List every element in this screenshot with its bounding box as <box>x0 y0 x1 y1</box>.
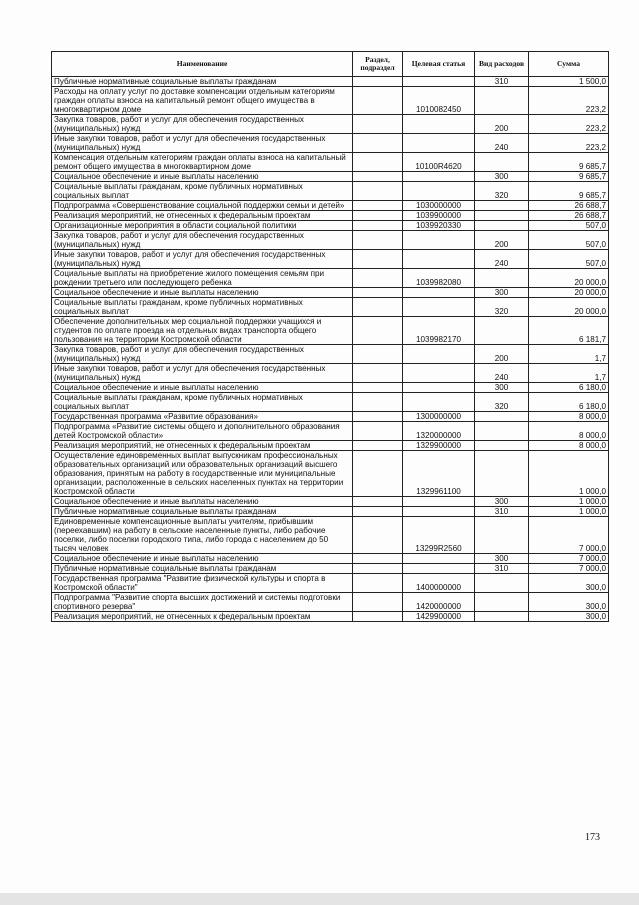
row-section-cell <box>353 451 403 497</box>
row-sum-cell: 300,0 <box>529 612 609 622</box>
table-row <box>52 383 609 393</box>
row-sum-cell: 223,2 <box>529 115 609 134</box>
row-kind-cell <box>475 451 529 497</box>
row-target-cell <box>403 564 475 574</box>
row-kind-cell: 300 <box>475 288 529 298</box>
table-row <box>52 554 609 564</box>
header-section: Раздел, подраздел <box>353 52 403 77</box>
row-target-cell: 13299R2560 <box>403 517 475 554</box>
row-name-cell: Подпрограмма «Развитие системы общего и дополнительного образования детей Костромской области» <box>52 422 353 441</box>
row-target-cell: 1400000000 <box>403 574 475 593</box>
row-section-cell <box>353 182 403 201</box>
row-sum-cell: 223,2 <box>529 134 609 153</box>
row-section-cell <box>353 211 403 221</box>
row-name-cell: Социальное обеспечение и иные выплаты населению <box>52 497 353 507</box>
row-sum-cell: 6 180,0 <box>529 383 609 393</box>
row-section-cell <box>353 393 403 412</box>
table-row <box>52 172 609 182</box>
table-row <box>52 298 609 317</box>
row-sum-cell: 1,7 <box>529 345 609 364</box>
row-section-cell <box>353 517 403 554</box>
table-row <box>52 153 609 172</box>
row-name-cell: Реализация мероприятий, не отнесенных к федеральным проектам <box>52 211 353 221</box>
row-target-cell <box>403 345 475 364</box>
row-target-cell: 1039982170 <box>403 317 475 345</box>
row-sum-cell: 507,0 <box>529 250 609 269</box>
row-section-cell <box>353 250 403 269</box>
row-target-cell: 1039982080 <box>403 269 475 288</box>
row-name-cell: Социальные выплаты на приобретение жилого помещения семьям при рождении третьего или последующего ребенка <box>52 269 353 288</box>
row-section-cell <box>353 77 403 87</box>
table-row <box>52 451 609 497</box>
row-sum-cell: 20 000,0 <box>529 288 609 298</box>
row-name-cell: Компенсация отдельным категориям граждан оплаты взноса на капитальный ремонт общего имущества в многоквартирном доме <box>52 153 353 172</box>
row-sum-cell: 9 685,7 <box>529 153 609 172</box>
scan-edge <box>0 893 639 905</box>
table-row <box>52 211 609 221</box>
row-sum-cell: 1 500,0 <box>529 77 609 87</box>
row-kind-cell <box>475 317 529 345</box>
row-sum-cell: 1,7 <box>529 364 609 383</box>
row-kind-cell <box>475 574 529 593</box>
row-sum-cell: 20 000,0 <box>529 269 609 288</box>
row-sum-cell: 1 000,0 <box>529 451 609 497</box>
row-section-cell <box>353 221 403 231</box>
row-section-cell <box>353 345 403 364</box>
row-section-cell <box>353 612 403 622</box>
row-kind-cell: 310 <box>475 507 529 517</box>
row-name-cell: Закупка товаров, работ и услуг для обеспечения государственных (муниципальных) нужд <box>52 115 353 134</box>
row-name-cell: Государственная программа «Развитие образования» <box>52 412 353 422</box>
row-name-cell: Социальное обеспечение и иные выплаты населению <box>52 288 353 298</box>
row-kind-cell <box>475 153 529 172</box>
row-sum-cell: 26 688,7 <box>529 211 609 221</box>
table-row <box>52 422 609 441</box>
row-sum-cell: 9 685,7 <box>529 172 609 182</box>
row-kind-cell: 200 <box>475 231 529 250</box>
row-section-cell <box>353 554 403 564</box>
row-kind-cell <box>475 422 529 441</box>
row-section-cell <box>353 153 403 172</box>
row-section-cell <box>353 507 403 517</box>
row-section-cell <box>353 422 403 441</box>
table-row <box>52 317 609 345</box>
row-target-cell: 1329961100 <box>403 451 475 497</box>
row-section-cell <box>353 383 403 393</box>
row-kind-cell <box>475 517 529 554</box>
row-name-cell: Публичные нормативные социальные выплаты гражданам <box>52 564 353 574</box>
table-row <box>52 77 609 87</box>
table-row <box>52 288 609 298</box>
row-section-cell <box>353 87 403 115</box>
row-target-cell: 1429900000 <box>403 612 475 622</box>
row-kind-cell <box>475 412 529 422</box>
row-kind-cell <box>475 593 529 612</box>
table-row <box>52 231 609 250</box>
row-target-cell <box>403 364 475 383</box>
row-name-cell: Организационные мероприятия в области социальной политики <box>52 221 353 231</box>
row-target-cell <box>403 383 475 393</box>
row-section-cell <box>353 115 403 134</box>
row-target-cell: 1300000000 <box>403 412 475 422</box>
table-row <box>52 87 609 115</box>
row-section-cell <box>353 201 403 211</box>
row-section-cell <box>353 574 403 593</box>
row-kind-cell <box>475 201 529 211</box>
row-section-cell <box>353 231 403 250</box>
row-target-cell <box>403 554 475 564</box>
row-target-cell <box>403 172 475 182</box>
row-target-cell <box>403 507 475 517</box>
row-target-cell <box>403 298 475 317</box>
row-kind-cell: 300 <box>475 497 529 507</box>
row-kind-cell <box>475 211 529 221</box>
budget-table <box>51 51 609 622</box>
table-row <box>52 441 609 451</box>
table-row <box>52 612 609 622</box>
row-sum-cell: 507,0 <box>529 231 609 250</box>
row-kind-cell <box>475 269 529 288</box>
row-kind-cell: 320 <box>475 298 529 317</box>
row-name-cell: Государственная программа "Развитие физической культуры и спорта в Костромской области" <box>52 574 353 593</box>
row-sum-cell: 20 000,0 <box>529 298 609 317</box>
row-name-cell: Единовременные компенсационные выплаты учителям, прибывшим (переехавшим) на работу в сельские населенные пункты, либо рабочие поселки, либо поселки городского типа, либо города с населением до 50 тысяч человек <box>52 517 353 554</box>
row-sum-cell: 1 000,0 <box>529 507 609 517</box>
row-section-cell <box>353 564 403 574</box>
row-target-cell <box>403 115 475 134</box>
row-name-cell: Социальные выплаты гражданам, кроме публичных нормативных социальных выплат <box>52 182 353 201</box>
row-sum-cell: 223,2 <box>529 87 609 115</box>
row-section-cell <box>353 412 403 422</box>
row-sum-cell: 7 000,0 <box>529 517 609 554</box>
table-row <box>52 182 609 201</box>
row-section-cell <box>353 317 403 345</box>
row-sum-cell: 7 000,0 <box>529 564 609 574</box>
row-sum-cell: 300,0 <box>529 574 609 593</box>
table-body <box>52 77 609 622</box>
row-kind-cell <box>475 441 529 451</box>
row-name-cell: Публичные нормативные социальные выплаты гражданам <box>52 507 353 517</box>
row-sum-cell: 8 000,0 <box>529 412 609 422</box>
row-sum-cell: 6 180,0 <box>529 393 609 412</box>
row-name-cell: Социальное обеспечение и иные выплаты населению <box>52 554 353 564</box>
row-target-cell <box>403 182 475 201</box>
row-name-cell: Закупка товаров, работ и услуг для обеспечения государственных (муниципальных) нужд <box>52 231 353 250</box>
table-row <box>52 201 609 211</box>
table-row <box>52 507 609 517</box>
row-sum-cell: 8 000,0 <box>529 441 609 451</box>
row-sum-cell: 26 688,7 <box>529 201 609 211</box>
row-target-cell: 10100R4620 <box>403 153 475 172</box>
table-row <box>52 221 609 231</box>
row-target-cell <box>403 393 475 412</box>
table-row <box>52 250 609 269</box>
row-kind-cell <box>475 87 529 115</box>
row-section-cell <box>353 269 403 288</box>
row-kind-cell: 200 <box>475 345 529 364</box>
row-kind-cell: 300 <box>475 383 529 393</box>
row-target-cell <box>403 231 475 250</box>
row-name-cell: Реализация мероприятий, не отнесенных к федеральным проектам <box>52 612 353 622</box>
row-name-cell: Осуществление единовременных выплат выпускникам профессиональных образовательных организаций или образовательных организаций высшего образования, принятым на работу в государственные или муниципальные организации, расположенные в сельских населенных пунктах на территории Костромской области <box>52 451 353 497</box>
row-target-cell <box>403 77 475 87</box>
row-section-cell <box>353 288 403 298</box>
row-name-cell: Социальные выплаты гражданам, кроме публичных нормативных социальных выплат <box>52 298 353 317</box>
row-kind-cell: 240 <box>475 134 529 153</box>
row-name-cell: Публичные нормативные социальные выплаты гражданам <box>52 77 353 87</box>
row-name-cell: Социальное обеспечение и иные выплаты населению <box>52 172 353 182</box>
row-section-cell <box>353 298 403 317</box>
table-row <box>52 517 609 554</box>
row-target-cell: 1010082450 <box>403 87 475 115</box>
row-sum-cell: 7 000,0 <box>529 554 609 564</box>
table-row <box>52 393 609 412</box>
table-row <box>52 564 609 574</box>
table-row <box>52 593 609 612</box>
row-name-cell: Иные закупки товаров, работ и услуг для обеспечения государственных (муниципальных) нужд <box>52 250 353 269</box>
row-name-cell: Подпрограмма «Совершенствование социальной поддержки семьи и детей» <box>52 201 353 211</box>
row-kind-cell: 240 <box>475 364 529 383</box>
row-kind-cell <box>475 221 529 231</box>
page-number: 173 <box>585 832 600 843</box>
row-sum-cell: 1 000,0 <box>529 497 609 507</box>
row-sum-cell: 507,0 <box>529 221 609 231</box>
header-name: Наименование <box>52 52 353 77</box>
row-sum-cell: 6 181,7 <box>529 317 609 345</box>
row-kind-cell: 310 <box>475 77 529 87</box>
row-name-cell: Подпрограмма "Развитие спорта высших достижений и системы подготовки спортивного резерва" <box>52 593 353 612</box>
row-name-cell: Закупка товаров, работ и услуг для обеспечения государственных (муниципальных) нужд <box>52 345 353 364</box>
row-sum-cell: 300,0 <box>529 593 609 612</box>
table-row <box>52 412 609 422</box>
row-name-cell: Обеспечение дополнительных мер социальной поддержки учащихся и студентов по оплате проезда на отдельных видах транспорта общего пользования на территории Костромской области <box>52 317 353 345</box>
row-target-cell: 1039920330 <box>403 221 475 231</box>
row-kind-cell <box>475 612 529 622</box>
table-row <box>52 134 609 153</box>
row-name-cell: Социальное обеспечение и иные выплаты населению <box>52 383 353 393</box>
row-target-cell: 1420000000 <box>403 593 475 612</box>
row-target-cell: 1039900000 <box>403 211 475 221</box>
row-section-cell <box>353 593 403 612</box>
table-row <box>52 115 609 134</box>
row-kind-cell: 240 <box>475 250 529 269</box>
table-row <box>52 574 609 593</box>
table-row <box>52 269 609 288</box>
row-target-cell: 1329900000 <box>403 441 475 451</box>
table-header-row <box>52 52 609 77</box>
row-target-cell <box>403 134 475 153</box>
header-target: Целевая статья <box>403 52 475 77</box>
row-kind-cell: 300 <box>475 554 529 564</box>
table-row <box>52 364 609 383</box>
row-section-cell <box>353 364 403 383</box>
table-row <box>52 497 609 507</box>
header-sum: Сумма <box>529 52 609 77</box>
row-section-cell <box>353 441 403 451</box>
row-kind-cell: 320 <box>475 182 529 201</box>
row-name-cell: Расходы на оплату услуг по доставке компенсации отдельным категориям граждан оплаты взноса на капитальный ремонт общего имущества в многоквартирном доме <box>52 87 353 115</box>
row-name-cell: Иные закупки товаров, работ и услуг для обеспечения государственных (муниципальных) нужд <box>52 134 353 153</box>
row-target-cell <box>403 497 475 507</box>
row-name-cell: Иные закупки товаров, работ и услуг для обеспечения государственных (муниципальных) нужд <box>52 364 353 383</box>
header-kind: Вид расходов <box>475 52 529 77</box>
row-kind-cell: 300 <box>475 172 529 182</box>
row-section-cell <box>353 172 403 182</box>
row-section-cell <box>353 134 403 153</box>
row-kind-cell: 310 <box>475 564 529 574</box>
row-target-cell <box>403 250 475 269</box>
row-target-cell: 1320000000 <box>403 422 475 441</box>
row-kind-cell: 200 <box>475 115 529 134</box>
row-name-cell: Реализация мероприятий, не отнесенных к федеральным проектам <box>52 441 353 451</box>
row-section-cell <box>353 497 403 507</box>
row-sum-cell: 9 685,7 <box>529 182 609 201</box>
row-target-cell: 1030000000 <box>403 201 475 211</box>
table-row <box>52 345 609 364</box>
row-sum-cell: 8 000,0 <box>529 422 609 441</box>
row-name-cell: Социальные выплаты гражданам, кроме публичных нормативных социальных выплат <box>52 393 353 412</box>
row-kind-cell: 320 <box>475 393 529 412</box>
row-target-cell <box>403 288 475 298</box>
